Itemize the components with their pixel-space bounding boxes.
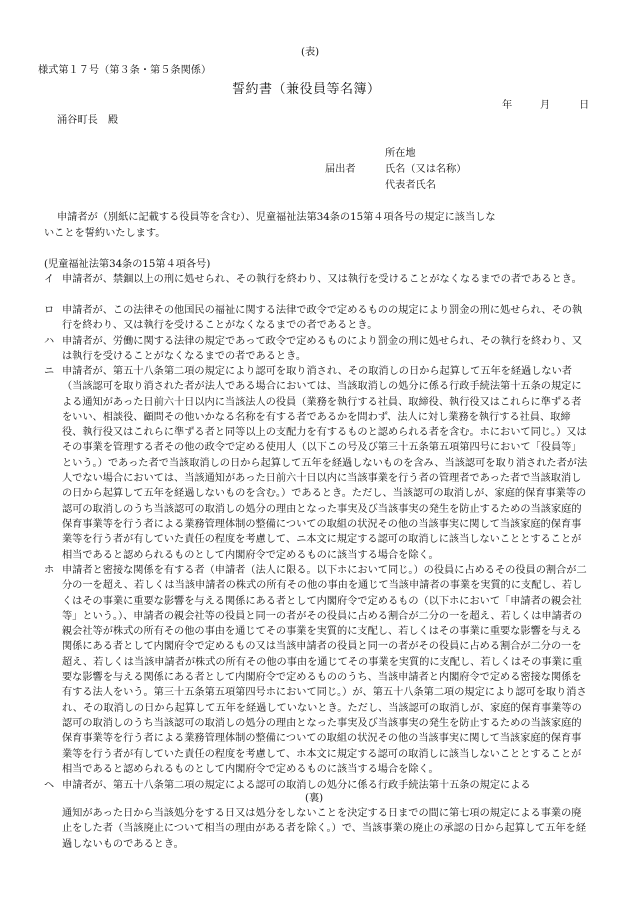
addressee: 涌谷町長 殿 — [57, 115, 119, 126]
item-mark: ヘ — [44, 780, 55, 791]
item-text: 申請者が、この法律その他国民の福祉に関する法律で政令で定めるものの規定により罰金の刑に処せられ、その執行を終わり、又は執行を受けることがなくなるまでの者であるとき。 — [62, 305, 583, 332]
date-year: 年 — [502, 100, 513, 111]
item-text: 申請者が、第五十八条第二項の規定により認可を取り消され、その取消しの日から起算して五年を経過しない者（当該認可を取り消された者が法人である場合においては、当該取消しの処分に係る行政手続法第十五条の規定による通知があった日前六十日以内に当該法人の役員（業務を執行する社員、取締役、執行役又はこれらに準ずる者をいい、相談役、顧問その他いかなる名称を有する者であるかを問わず、法人に対し業務を執行する社員、取締役、執行役又はこれらに準ずる者と同等以上の支配力を有するものと認められる者を含む。ホにおいて同じ。）又はその事業を管理する者その他の政令で定める使用人（以下この号及び第三十五条第五項第四号において「役員等」という。）であった者で当該取消しの日から起算して五年を経過しないものを含み、当該認可を取り消された者が法人でない場合においては、当該通知があった日前六十日以内に当該事業を行う者の管理者であった者で当該取消しの日から起算して五年を経過しないものを含む。）であるとき。ただし、当該認可の取消しが、家庭的保育事業等の認可の取消しのうち当該認可の取消しの処分の理由となった事実及び当該事実の発生を防止するための当該家庭的保育事業等を行う者による業務管理体制の整備についての取組の状況その他の当該事実に関して当該家庭的保育事業等を行う者が有していた責任の程度を考慮して、ニ本文に規定する認可の取消しに該当しないこととすることが相当であると認められるものとして内閣府令で定めるものに該当する場合を除く。 — [62, 366, 588, 561]
item-mark: イ — [44, 274, 55, 285]
front-marker: (表) — [301, 47, 320, 58]
back-marker: (裏) — [305, 793, 324, 804]
law-item-ho — [44, 563, 588, 777]
item-mark: ハ — [44, 336, 55, 347]
declarant-role-label: 届出者 — [325, 164, 356, 175]
item-text: 申請者が、禁錮以上の刑に処せられ、その執行を終わり、又は執行を受けることがなくなるまでの者であるとき。 — [62, 274, 582, 285]
law-item-ro — [44, 303, 588, 334]
name-label: 氏名（又は名称） — [385, 164, 467, 175]
representative-label: 代表者氏名 — [385, 180, 436, 191]
item-text: 申請者が、労働に関する法律の規定であって政令で定めるものにより罰金の刑に処せられ、その執行を終わり、又は執行を受けることがなくなるまでの者であるとき。 — [62, 336, 583, 363]
continuation-text: 通知があった日から当該処分をする日又は処分をしないことを決定する日までの間に第七項の規定による事業の廃止をした者（当該廃止について相当の理由がある者を除く。）で、当該事業の廃止の承認の日から起算して五年を経過しないものであるとき。 — [62, 808, 587, 850]
item-text: 申請者が、第五十八条第二項の規定による認可の取消しの処分に係る行政手続法第十五条の規定による — [62, 780, 531, 791]
address-label: 所在地 — [385, 148, 416, 159]
law-item-he — [44, 778, 604, 793]
item-mark: ホ — [44, 565, 55, 576]
pledge-line-2: いことを誓約いたします。 — [44, 228, 166, 239]
law-item-i — [44, 272, 588, 287]
pledge-line-1: 申請者が（別紙に記載する役員等を含む）、児童福祉法第34条の15第４項各号の規定に該当しな — [57, 212, 496, 223]
law-heading: (児童福祉法第34条の15第４項各号) — [44, 259, 211, 270]
item-text: 申請者と密接な関係を有する者（申請者（法人に限る。以下ホにおいて同じ。）の役員に占めるその役員の割合が二分の一を超え、若しくは当該申請者の株式の所有その他の事由を通じて当該申請者の事業を実質的に支配し、若しくはその事業に重要な影響を与える関係にある者として内閣府令で定めるもの（以下ホにおいて「申請者の親会社等」という。）、申請者の親会社等の役員と同一の者がその役員に占める割合が二分の一を超え、若しくは申請者の親会社等が株式の所有その他の事由を通じてその事業を実質的に支配し、若しくはその事業に重要な影響を与える関係にある者として内閣府令で定めるもの又は当該申請者の役員と同一の者がその役員に占める割合が二分の一を超え、若しくは当該申請者が株式の所有その他の事由を通じてその事業を実質的に支配し、若しくはその事業に重要な影響を与える関係にある者として内閣府令で定めるもののうち、当該申請者と内閣府令で定める密接な関係を有する法人をいう。第三十五条第五項第四号ホにおいて同じ。）が、第五十八条第二項の規定により認可を取り消され、その取消しの日から起算して五年を経過していないとき。ただし、当該認可の取消しが、家庭的保育事業等の認可の取消しのうち当該認可の取消しの処分の理由となった事実及び当該事実の発生を防止するための当該家庭的保育事業等を行う者による業務管理体制の整備についての取組の状況その他の当該事実に関して当該家庭的保育事業等を行う者が有していた責任の程度を考慮して、ホ本文に規定する認可の取消しに該当しないこととすることが相当であると認められるものとして内閣府令で定めるものに該当する場合を除く。 — [62, 565, 587, 775]
document-title: 誓約書（兼役員等名簿） — [232, 82, 381, 97]
item-mark: ニ — [44, 366, 55, 377]
law-item-ni — [44, 364, 588, 563]
law-item-he-continuation — [62, 806, 590, 852]
law-item-ha — [44, 334, 588, 365]
form-id: 様式第１７号（第３条・第５条関係） — [38, 65, 212, 76]
date-day: 日 — [579, 100, 590, 111]
item-mark: ロ — [44, 305, 55, 316]
date-month: 月 — [540, 100, 551, 111]
